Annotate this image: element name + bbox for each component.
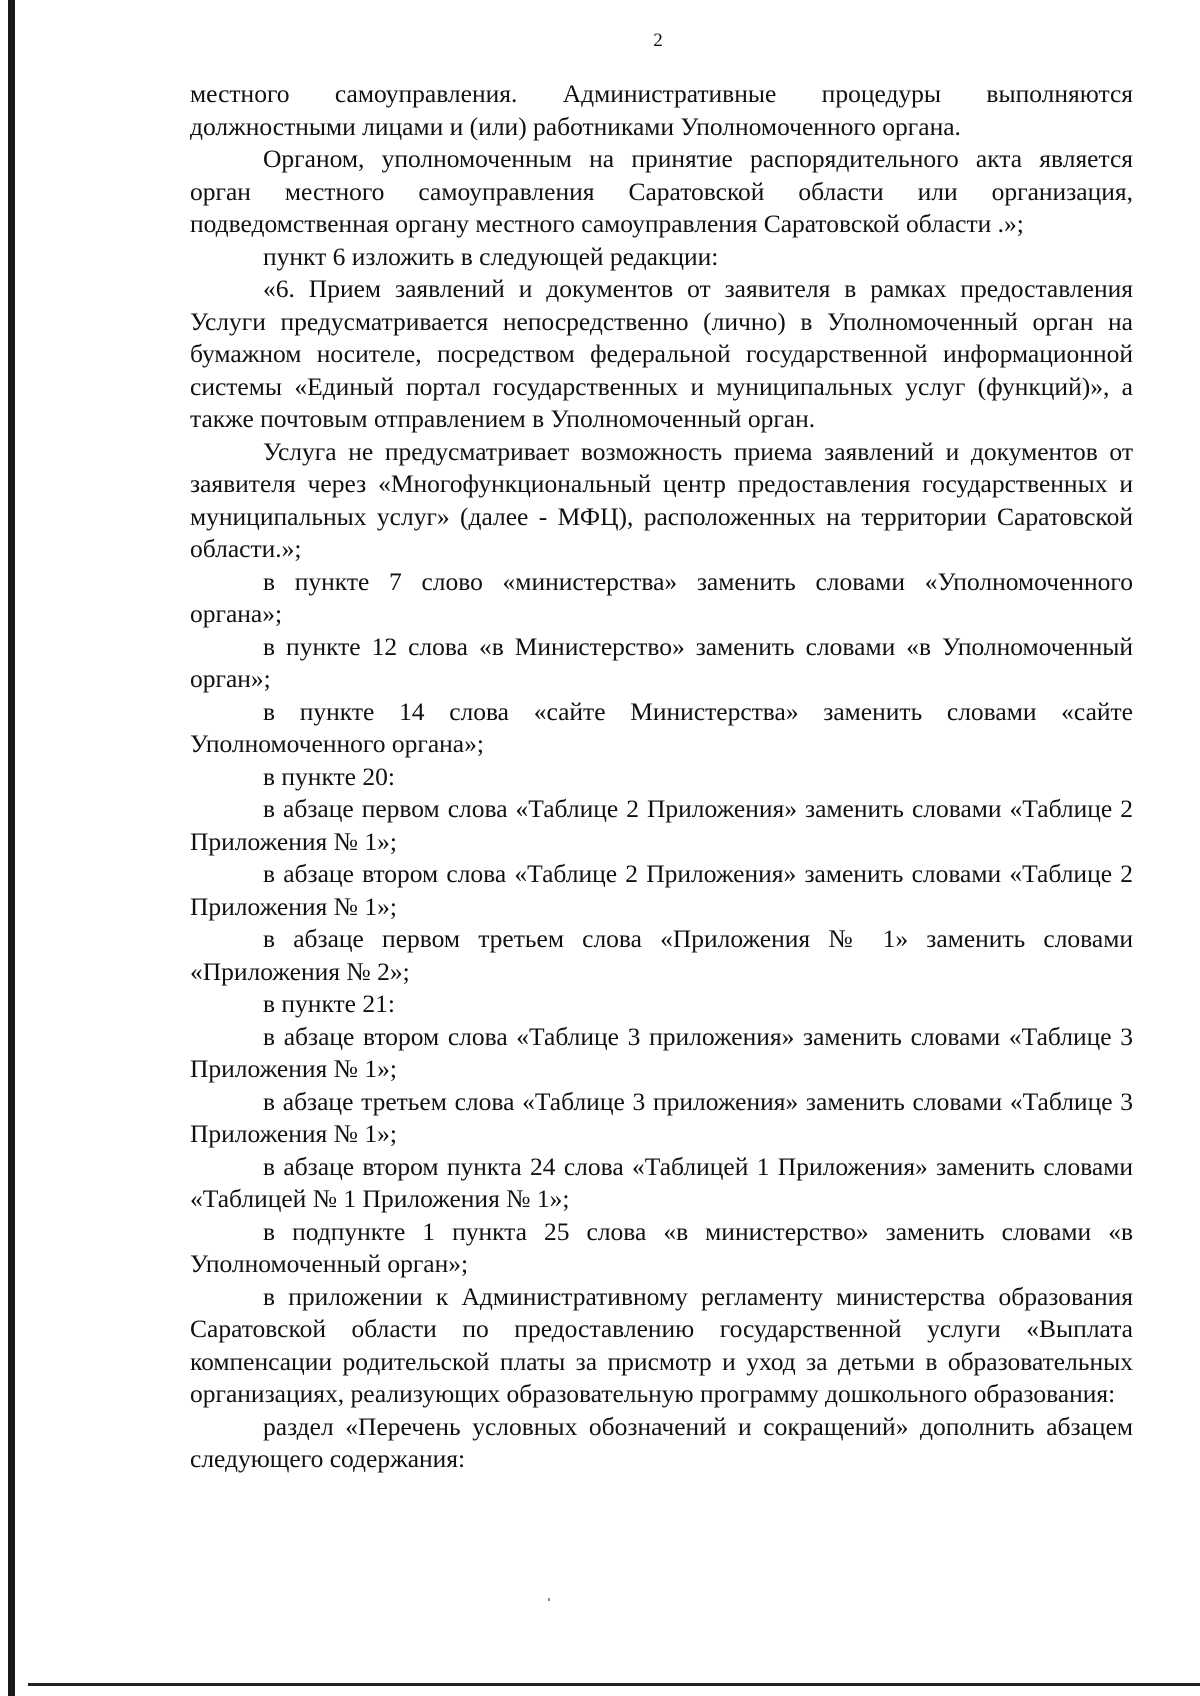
paragraph: в абзаце втором слова «Таблице 3 приложения» заменить словами «Таблице 3 Приложения № 1»;	[190, 1021, 1133, 1083]
paragraph: раздел «Перечень условных обозначений и сокращений» дополнить абзацем следующего содержания:	[190, 1411, 1133, 1473]
paragraph: местного самоуправления. Административные процедуры выполняются должностными лицами и (или) работниками Уполномоченного органа.	[190, 79, 1133, 141]
paragraph: в абзаце первом слова «Таблице 2 Приложения» заменить словами «Таблице 2 Приложения № 1»;	[190, 794, 1133, 856]
paragraph: в пункте 12 слова «в Министерство» заменить словами «в Уполномоченный орган»;	[190, 631, 1133, 693]
page-number: 2	[653, 30, 663, 51]
paragraph: Услуга не предусматривает возможность приема заявлений и документов от заявителя через «Многофункциональный центр предоставления государственных и муниципальных услуг» (далее - МФЦ), расположенных на территории Саратовской области.»;	[190, 436, 1133, 563]
document-body	[190, 78, 1133, 1476]
scan-speck	[548, 1598, 550, 1601]
paragraph: в пункте 20:	[263, 761, 395, 791]
paragraph: пункт 6 изложить в следующей редакции:	[263, 241, 719, 271]
scan-bottom-edge	[28, 1683, 1200, 1686]
paragraph: в подпункте 1 пункта 25 слова «в министерство» заменить словами «в Уполномоченный орган»;	[190, 1216, 1133, 1278]
paragraph: в абзаце третьем слова «Таблице 3 приложения» заменить словами «Таблице 3 Приложения № 1»;	[190, 1086, 1133, 1148]
paragraph: в пункте 21:	[263, 989, 395, 1018]
paragraph: в абзаце первом третьем слова «Приложения № 1» заменить словами «Приложения № 2»;	[190, 924, 1133, 986]
scan-left-edge	[8, 0, 15, 1696]
paragraph: в абзаце втором пункта 24 слова «Таблицей 1 Приложения» заменить словами «Таблицей № 1 Приложения № 1»;	[190, 1151, 1133, 1213]
paragraph: в приложении к Административному регламенту министерства образования Саратовской области по предоставлению государственной услуги «Выплата компенсации родительской платы за присмотр и уход за детьми в образовательных организациях, реализующих образовательную программу дошкольного образования:	[190, 1281, 1133, 1408]
paragraph: в пункте 7 слово «министерства» заменить словами «Уполномоченного органа»;	[190, 566, 1133, 628]
paragraph: «6. Прием заявлений и документов от заявителя в рамках предоставления Услуги предусматривается непосредственно (лично) в Уполномоченный орган на бумажном носителе, посредством федеральной государственной информационной системы «Единый портал государственных и муниципальных услуг (функций)», а также почтовым отправлением в Уполномоченный орган.	[190, 274, 1133, 433]
paragraph: Органом, уполномоченным на принятие распорядительного акта является орган местного самоуправления Саратовской области или организация, подведомственная органу местного самоуправления Саратовской области .»;	[190, 144, 1133, 238]
paragraph: в пункте 14 слова «сайте Министерства» заменить словами «сайте Уполномоченного органа»;	[190, 696, 1133, 758]
paragraph: в абзаце втором слова «Таблице 2 Приложения» заменить словами «Таблице 2 Приложения № 1»;	[190, 859, 1133, 921]
